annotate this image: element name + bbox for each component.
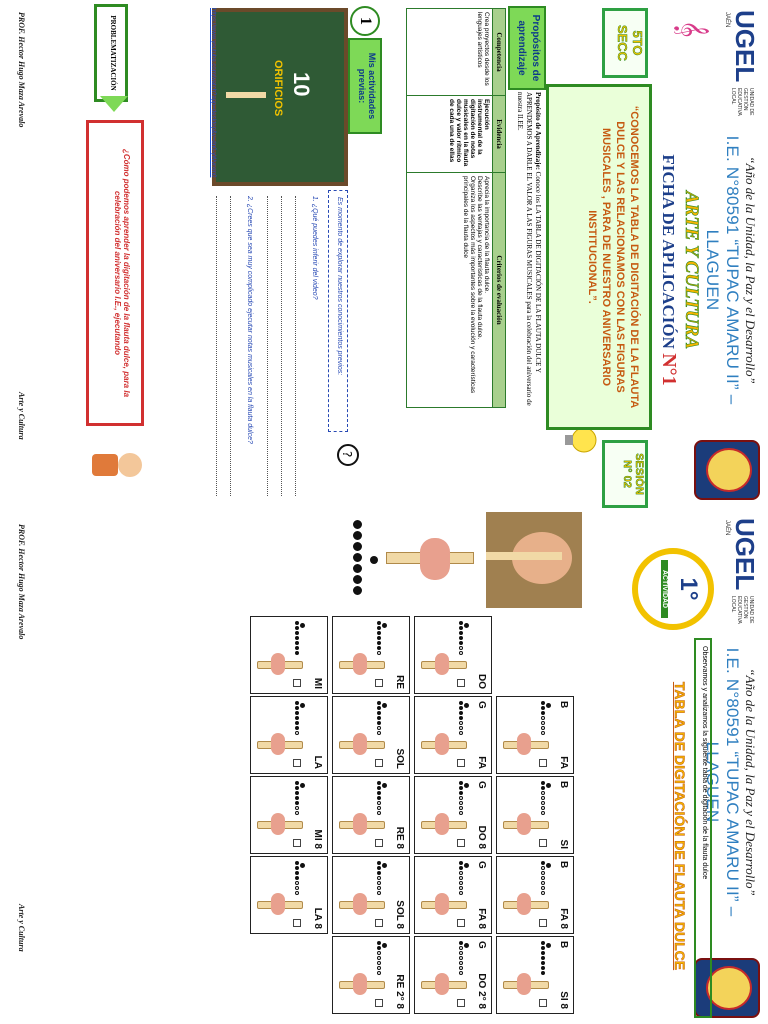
note-label: SOL <box>394 748 405 769</box>
school-name: I.E. N°80591 “TUPAC AMARU II” – LLAGUEN <box>703 647 742 917</box>
note-label: RE 8 <box>394 826 405 849</box>
step-number: 1 <box>350 6 380 36</box>
instruction-box <box>694 638 712 1018</box>
fingering-chart <box>248 616 668 1024</box>
activity-label: ACTIVIDAD <box>661 560 668 618</box>
problem-label: PROBLEMATIZACIÓN <box>109 15 117 91</box>
heading-box <box>546 84 652 430</box>
question-bulb-icon <box>330 440 360 470</box>
recorder-hand-icon <box>257 723 303 767</box>
fingering-cell <box>332 776 410 854</box>
note-letter: B <box>558 861 569 869</box>
table-cell: Ejecución instrumental de la digitación de notas musicales en la flauta dulce y valor rítmico de cada una de ellas <box>407 96 493 173</box>
thumb-hole-icon <box>382 863 387 868</box>
session-number: N° 02 <box>621 460 633 488</box>
recorder-hand-icon <box>257 643 303 687</box>
note-letter: B <box>558 941 569 949</box>
note-label: DO 8 <box>476 825 487 849</box>
fingering-cell <box>414 776 492 854</box>
table-header: Criterios de evaluación <box>493 173 506 408</box>
note-label: MI <box>312 677 323 689</box>
note-label: LA <box>312 755 323 769</box>
thumb-hole-icon <box>382 623 387 628</box>
purpose-tab: Propósitos de aprendizaje <box>508 6 546 90</box>
note-letter: G <box>476 781 487 789</box>
subject-title: ARTE Y CULTURA <box>681 190 702 349</box>
thumb-hole-icon <box>546 863 551 868</box>
video-link[interactable]: https://www.youtube.com/watch?app=desktop&v=dn0-yWvrxm0 <box>210 8 216 178</box>
recorder-icon <box>226 92 266 98</box>
section-label: SECC <box>615 24 630 62</box>
fingering-cell <box>496 856 574 934</box>
note-label: FA 8 <box>558 908 569 929</box>
thumb-hole-icon <box>546 783 551 788</box>
fingering-cell <box>414 936 492 1014</box>
fingering-cell <box>332 616 410 694</box>
footer-subject: Arte y Cultura <box>17 904 26 952</box>
table-header: Evidencia <box>493 96 506 173</box>
fingering-cell <box>332 856 410 934</box>
thumb-hole-icon <box>464 783 469 788</box>
school-crest-icon <box>694 440 760 500</box>
thumb-hole-icon <box>300 703 305 708</box>
note-label: DO 2° 8 <box>476 973 487 1009</box>
motto: “Año de la Unidad, la Paz y el Desarrollo” <box>743 156 758 384</box>
ugel-logo <box>714 10 760 120</box>
fingering-cell <box>496 696 574 774</box>
note-label: FA <box>558 756 569 769</box>
music-clef-icon <box>674 16 714 46</box>
svg-text:?: ? <box>340 451 354 458</box>
criterion-item: Organiza los aspectos más importantes sobre la evolución y características principales de la flauta dulce <box>462 176 476 394</box>
motto: “Año de la Unidad, la Paz y el Desarrollo” <box>743 668 758 896</box>
recorder-hand-icon <box>339 723 385 767</box>
session-heading: “CONOCEMOS LA TABLA DE DIGITACIÓN DE LA FLAUTA DULCE Y LAS RELACIONAMOS CON LAS FIGURAS MUSICALES , PARA DE NUESTRO ANIVERSARIO INSTITUCIONAL”. <box>586 105 640 409</box>
ugel-place: JAÉN <box>724 520 730 536</box>
grade-label: 5TO <box>630 30 645 56</box>
fingering-cell <box>414 696 492 774</box>
thumb-hole-icon <box>382 943 387 948</box>
fingering-cell <box>250 616 328 694</box>
recorder-hand-icon <box>339 643 385 687</box>
recorder-hand-icon <box>503 723 549 767</box>
criterion-item: Aprecia la importancia de la flauta dulce. <box>483 176 490 294</box>
fingering-cell <box>496 776 574 854</box>
recorder-hand-icon <box>421 883 467 927</box>
problem-question: ¿Cómo podemos aprender la digitación de la flauta dulce, para la celebración del aniversario I.E., ejecutando <box>113 148 131 398</box>
recorder-hand-icon <box>503 803 549 847</box>
thumb-hole-icon <box>464 943 469 948</box>
holes-diagram <box>353 520 362 595</box>
recorder-hand-icon <box>257 803 303 847</box>
thumb-hole-icon <box>300 863 305 868</box>
ugel-subtitle: UNIDAD DE GESTIÓN EDUCATIVA LOCAL <box>730 596 754 624</box>
activities-tab: Mis actividades previas: <box>348 38 382 134</box>
footer-subject: Arte y Cultura <box>17 392 26 440</box>
question-1: ¿Qué puedes inferir del video? <box>311 203 318 300</box>
recorder-hand-icon <box>421 963 467 1007</box>
thumb-hole-icon <box>464 703 469 708</box>
session-label: SESIÓN <box>633 453 645 495</box>
footer-teacher: PROF. Hector Hugo Maza Arevalo <box>17 524 26 640</box>
note-letter: B <box>558 781 569 789</box>
recorder-hand-icon <box>421 723 467 767</box>
question-list: 1. ¿Qué puedes inferir del video? 2. ¿Crees que sea muy complicado ejecutar notas musicales en la flauta dulce? <box>216 196 318 496</box>
sheet-number: N°1 <box>658 353 680 386</box>
table-cell <box>407 173 493 408</box>
note-letter: G <box>476 701 487 709</box>
recorder-hand-icon <box>503 963 549 1007</box>
recorder-hand-icon <box>503 883 549 927</box>
video-subtitle: ORIFICIOS <box>272 60 284 117</box>
activity-number: 1° <box>675 577 702 601</box>
recorder-diagram <box>380 512 480 608</box>
note-letter: G <box>476 861 487 869</box>
problem-label-box <box>94 4 128 102</box>
svg-text:𝄞: 𝄞 <box>674 20 709 38</box>
recorder-hand-icon <box>257 883 303 927</box>
criterion-item: Describe las ventajas y características de la flauta dulce. <box>476 176 483 340</box>
ugel-logo-text: UGEL <box>730 10 760 83</box>
criteria-table <box>406 8 506 408</box>
note-label: FA <box>476 756 487 769</box>
note-label: MI 8 <box>312 829 323 849</box>
grade-box <box>602 8 648 78</box>
note-label: RE 2° 8 <box>394 974 405 1009</box>
fingering-cell <box>250 776 328 854</box>
page-right <box>0 512 768 1024</box>
answer-line[interactable] <box>281 196 289 496</box>
recorder-hand-icon <box>339 883 385 927</box>
note-label: SI 8 <box>558 991 569 1009</box>
thumb-hole-icon <box>300 783 305 788</box>
fingering-cell <box>332 936 410 1014</box>
ugel-place: JAÉN <box>724 12 730 28</box>
thumb-hole-icon <box>382 703 387 708</box>
fingering-cell <box>250 856 328 934</box>
question-2: ¿Crees que sea muy complicado ejecutar notas musicales en la flauta dulce? <box>246 203 253 444</box>
purpose-text: Propósito de Aprendizaje: Conoce los LA TABLA DE DIGITACIÓN DE LA FLAUTA DULCE Y APRENDEMOS A DARLE EL VALOR A LAS FIGURAS MUSICALES para la celebración del aniversario de nuestra II.EE. <box>516 92 542 406</box>
fingering-cell <box>414 616 492 694</box>
thumb-hole-icon <box>368 522 378 602</box>
thumb-hole-icon <box>300 623 305 628</box>
fingering-cell <box>250 696 328 774</box>
ugel-subtitle: UNIDAD DE GESTIÓN EDUCATIVA LOCAL <box>730 88 754 116</box>
thumb-hole-icon <box>382 783 387 788</box>
note-label: DO <box>476 674 487 689</box>
footer-teacher: PROF. Hector Hugo Maza Arevalo <box>17 12 26 128</box>
chart-title: TABLA DE DIGITACIÓN DE FLAUTA DULCE <box>672 681 688 971</box>
recorder-hand-icon <box>421 803 467 847</box>
ugel-logo <box>714 518 760 628</box>
fingering-cell <box>332 696 410 774</box>
table-header: Competencia <box>493 9 506 96</box>
answer-line[interactable] <box>295 196 303 496</box>
instruction-text: Observamos y analizamos la siguiente tabla de digitación de la flauta dulce <box>701 646 708 880</box>
session-box <box>602 440 648 508</box>
student-cartoon-icon <box>88 440 148 490</box>
note-label: FA 8 <box>476 908 487 929</box>
recorder-hand-icon <box>421 643 467 687</box>
video-title: 10 <box>289 72 314 97</box>
note-letter: G <box>476 941 487 949</box>
note-letter: B <box>558 701 569 709</box>
answer-line[interactable] <box>230 196 238 496</box>
header-text <box>657 120 758 420</box>
answer-line[interactable] <box>267 196 275 496</box>
recorder-hand-icon <box>339 963 385 1007</box>
explore-text: Es momento de explorar nuestros conocimientos previos: <box>336 197 343 376</box>
video-thumbnail[interactable] <box>212 8 348 186</box>
thumb-hole-icon <box>464 863 469 868</box>
explore-box <box>328 190 348 432</box>
arrow-icon <box>100 96 128 112</box>
answer-line[interactable] <box>216 196 224 496</box>
school-name: I.E. N°80591 “TUPAC AMARU II” – LLAGUEN <box>703 135 742 405</box>
note-label: LA 8 <box>312 907 323 929</box>
student-photo <box>486 512 582 608</box>
thumb-hole-icon <box>546 943 551 948</box>
note-label: SOL 8 <box>394 900 405 929</box>
note-label: RE <box>394 675 405 689</box>
sheet-title: FICHA DE APLICACIÓN N°1 <box>658 154 680 386</box>
thumb-hole-icon <box>464 623 469 628</box>
thumb-hole-icon <box>546 703 551 708</box>
table-cell: Crea proyectos desde los lenguajes artísticos <box>407 9 493 96</box>
fingering-cell <box>414 856 492 934</box>
ugel-logo-text: UGEL <box>730 518 760 591</box>
fingering-cell <box>496 936 574 1014</box>
problem-question-box <box>86 120 144 426</box>
recorder-hand-icon <box>339 803 385 847</box>
note-label: SI <box>558 839 569 849</box>
